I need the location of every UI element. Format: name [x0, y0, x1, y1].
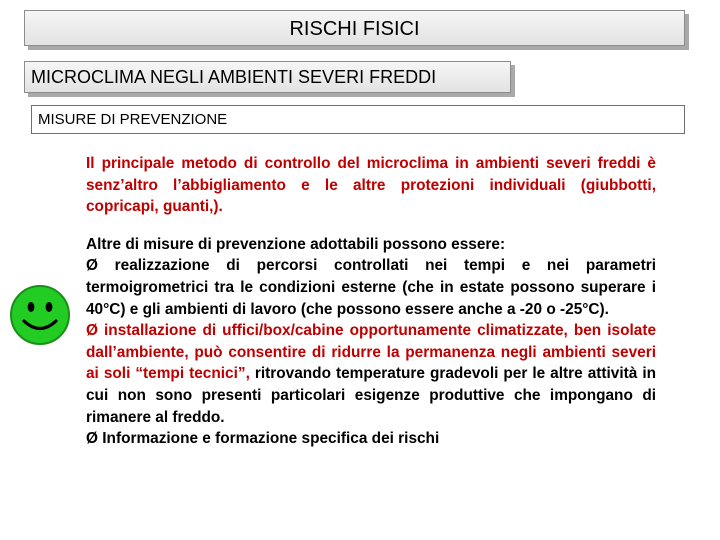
bullet-3-text: Informazione e formazione specifica dei rischi — [97, 430, 440, 448]
title-banner — [24, 10, 685, 46]
subtitle-banner — [24, 61, 511, 93]
bullet-2-text-red: installazione di uffici/box/cabine opportunamente climatizzate, ben isolate dall’ambiente, può consentire di ridurre la permanenza negli ambienti severi ai soli “tempi tecnici”, — [86, 322, 656, 383]
list-intro: Altre di misure di prevenzione adottabili possono essere: — [86, 235, 506, 253]
section-header — [31, 105, 685, 134]
bullet-2-text-black: ritrovando temperature gradevoli per le altre attività in cui non sono presenti particolari esigenze produttive che impongano di rimanere al freddo. — [86, 365, 656, 426]
bullet-arrow-icon: Ø — [86, 257, 98, 275]
bullet-item-1 — [86, 255, 656, 320]
bullet-arrow-icon: Ø — [86, 430, 98, 448]
bullet-1-text: realizzazione di percorsi controllati nei tempi e nei parametri termoigrometrici tra le condizioni esterne (che in estate possono superare i 40°C) e gli ambienti di lavoro (che possono essere anche a -20 o -25°C). — [86, 257, 656, 318]
section-title: MISURE DI PREVENZIONE — [38, 111, 228, 128]
bullet-item-2 — [86, 320, 656, 428]
bullet-arrow-icon: Ø — [86, 322, 98, 340]
page-title: RISCHI FISICI — [289, 18, 420, 40]
smiley-face-icon — [9, 284, 71, 346]
page-subtitle: MICROCLIMA NEGLI AMBIENTI SEVERI FREDDI — [31, 67, 437, 87]
body-text — [86, 153, 656, 450]
intro-paragraph: Il principale metodo di controllo del microclima in ambienti severi freddi è senz’altro l’abbigliamento e le altre protezioni individuali (giubbotti, copricapi, guanti,). — [86, 155, 656, 216]
bullet-item-3 — [86, 428, 656, 450]
